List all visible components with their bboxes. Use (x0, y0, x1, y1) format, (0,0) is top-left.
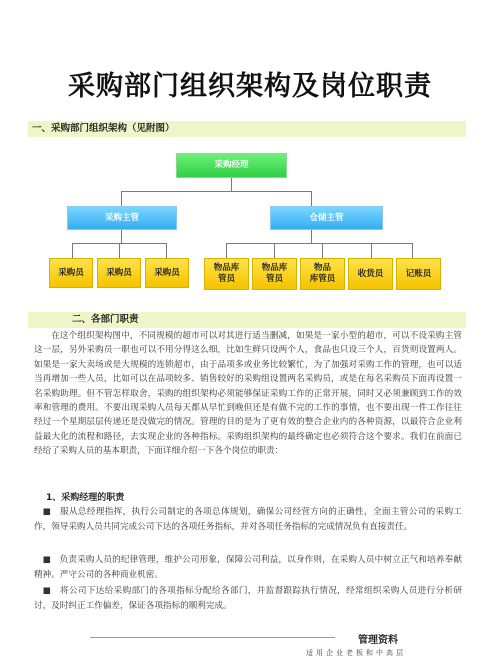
body-paragraph: 在这个组织架构图中，不同规模的超市可以对其进行适当删减，如果是一家小型的超市，可以不设采购主管这一层，另外采购员一职也可以不用分得这么细，比如生鲜只设两个人，食品也只设三个人，百货则设置两人。如果是一家大卖场或是大规模的连锁超市，由于品项多或业务比较繁忙，为了加强对采购工作的管理，也可以适当再增加一些人员，比如可以在品项较多、销售较好的采购组设置两名采购员，或是在每名采购员下面再设置一名采购助理。但不管怎样取舍，采购的组织架构必须能够保证采购工作的正常开展，同时又必须兼顾到工作的效率和管理的费用。不要出现采购人员每天都从早忙到晚但还是有做不完的工作的事情，也不要出现一件工作往往经过一个星期层层传递还是没做完的情况。管理的目的是为了更有效的整合企业内的各种资源，以最符合企业利益最大化的流程和路径，去实现企业的各种指标。采购组织架构的最终确定也必须符合这个要求。我们在前面已经给了采购人员的基本职责，下面详细介绍一下各个岗位的职责： (34, 331, 462, 457)
footer-subtitle: 适用企业老板和中高层 (306, 649, 406, 657)
list-item: ■ 服从总经理指挥，执行公司制定的各项总体规划，确保公司经营方向的正确性，全面主管公司的采购工作，领导采购人员共同完成公司下达的各项任务指标，并对各项任务指标的完成情况负有直接责任。 (34, 507, 462, 532)
org-node-warehouse-supervisor: 仓储主管 (270, 206, 383, 230)
org-connector (322, 243, 323, 258)
org-connector (72, 243, 73, 258)
org-node-buyer-2: 采购员 (97, 258, 141, 288)
org-connector (231, 178, 232, 191)
org-node-storekeeper-3: 物品 库管员 (300, 258, 345, 290)
org-connector (226, 243, 412, 244)
org-node-receiver: 收货员 (348, 258, 393, 290)
org-node-buyer-1: 采购员 (49, 258, 93, 288)
org-connector (226, 243, 227, 258)
org-connector (412, 243, 413, 258)
org-connector (121, 191, 312, 192)
org-node-buyer-3: 采购员 (145, 258, 189, 288)
footer-divider (90, 637, 335, 638)
org-node-storekeeper-1: 物品库 管员 (204, 258, 249, 290)
org-connector (121, 230, 122, 243)
org-node-purchasing-supervisor: 采购主管 (67, 206, 177, 230)
org-connector (311, 230, 312, 243)
org-connector (274, 243, 275, 258)
page-title: 采购部门组织架构及岗位职责 (68, 71, 432, 102)
org-node-bookkeeper: 记账员 (396, 258, 441, 290)
list-item: ■ 将公司下达给采购部门的各项指标分配给各部门，并监督跟踪执行情况，经常组织采购人员进行分析研讨，及时纠正工作偏差，保证各项指标的顺利完成。 (34, 586, 462, 611)
org-node-storekeeper-2: 物品库 管员 (252, 258, 297, 290)
org-node-manager: 采购经理 (176, 153, 287, 178)
footer-title: 管理资料 (358, 635, 398, 646)
org-connector (311, 191, 312, 206)
org-connector (371, 243, 372, 258)
subsection-title: 1、采购经理的职责 (46, 493, 125, 503)
section-heading-duties: 二、各部门职责 (28, 312, 466, 328)
org-connector (119, 243, 120, 258)
list-item: ■ 负责采购人员的纪律管理，维护公司形象，保障公司利益，以身作则，在采购人员中树立正气和培养奉献精神。严守公司的各种商业机密。 (34, 555, 462, 580)
org-connector (121, 191, 122, 206)
org-connector (166, 243, 167, 258)
section-heading-org: 一、采购部门组织架构（见附图） (28, 121, 466, 137)
